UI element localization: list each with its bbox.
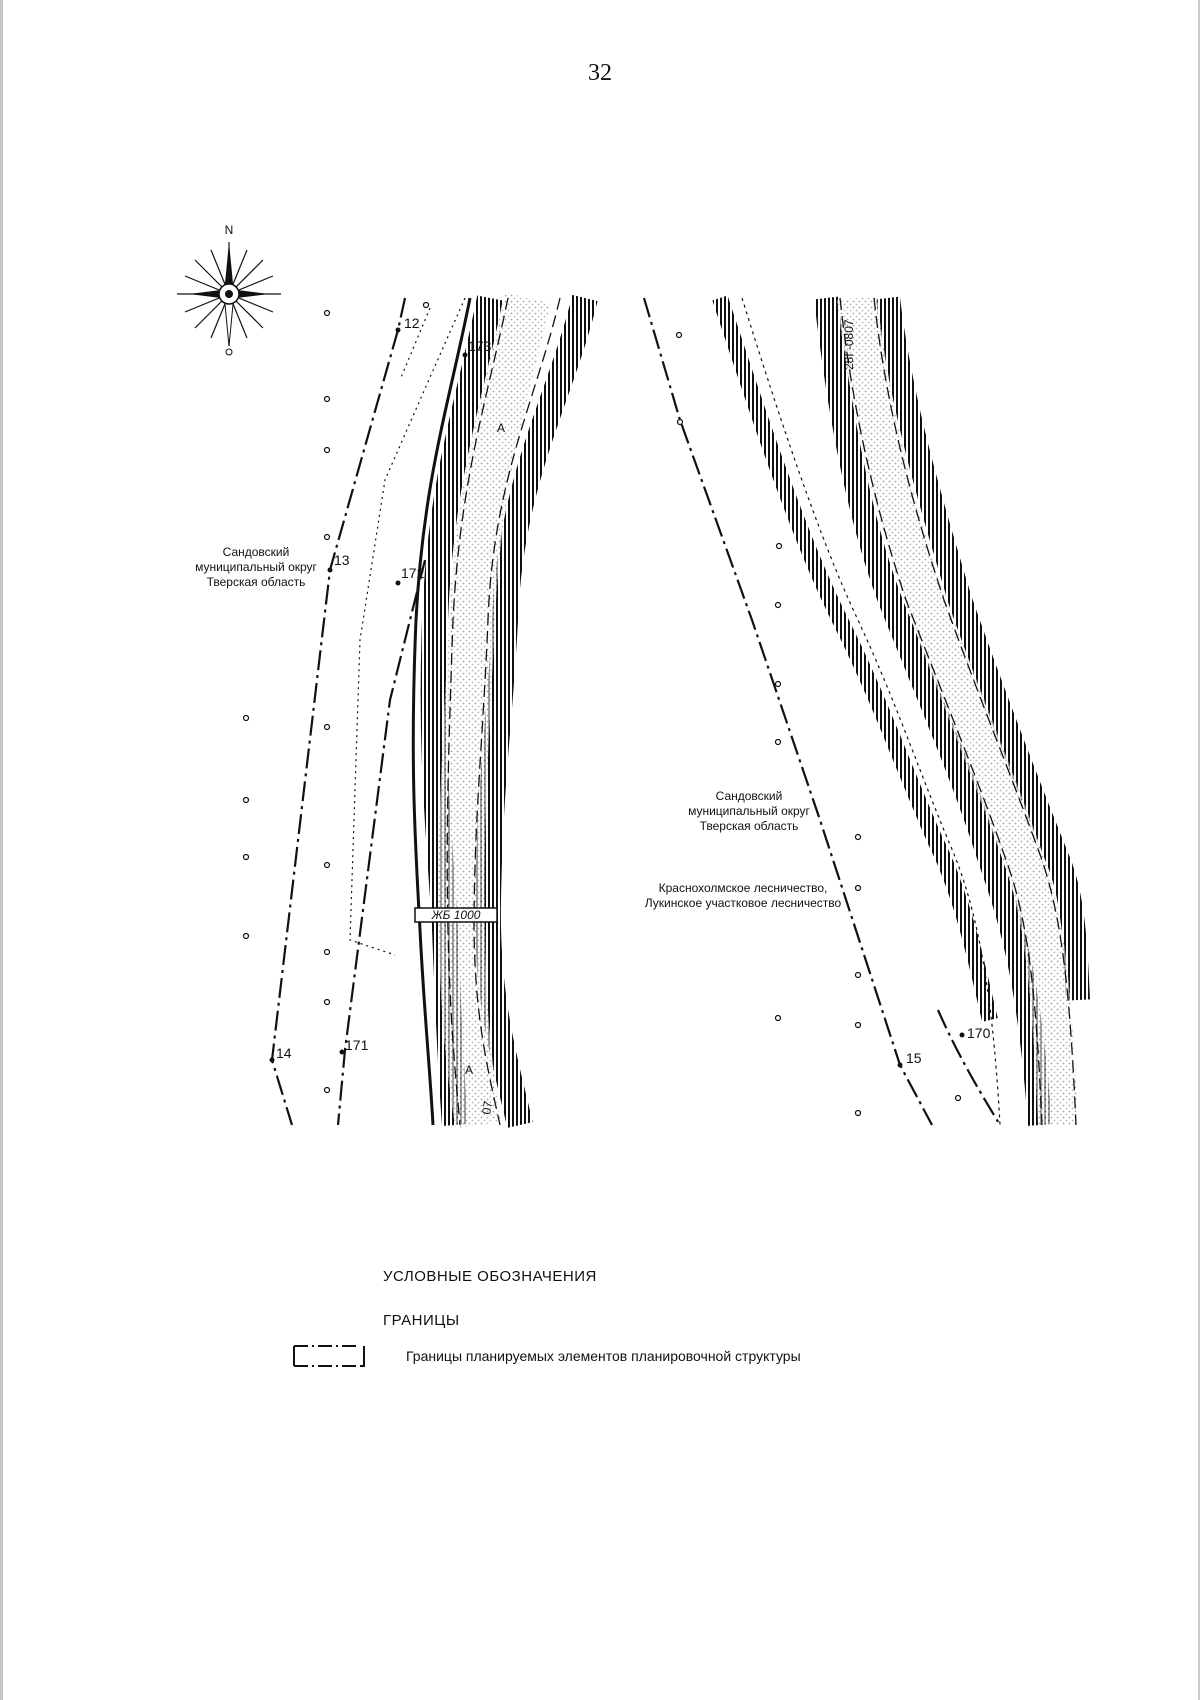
boundary-point-14: 14 [276,1045,292,1061]
element-point-172: 172 [401,565,425,581]
element-point-171: 171 [345,1037,369,1053]
svg-text:Краснохолмское лесничество,: Краснохолмское лесничество, [658,881,828,895]
road-code-label: 28Г-0807 [842,319,856,370]
svg-text:муниципальный округ: муниципальный округ [195,560,317,574]
right-region-label [688,789,810,833]
svg-text:Тверская область: Тверская область [699,819,799,833]
svg-text:Лукинское участковое лесничест: Лукинское участковое лесничество [644,896,842,910]
legend-item-label: Границы планируемых элементов планировочной структуры [406,1348,801,1364]
svg-text:Тверская область: Тверская область [206,575,306,589]
boundary-point-15: 15 [906,1050,922,1066]
compass-rose-icon [177,223,281,355]
forestry-label [645,881,842,910]
element-point-170: 170 [967,1025,991,1041]
road-letter-top: А [497,421,506,435]
legend-item [290,1342,801,1370]
element-point-173: 173 [468,338,492,354]
boundary-points [270,315,922,1068]
culvert-label: ЖБ 1000 [431,908,481,922]
boundary-point-13: 13 [334,552,350,568]
right-road [720,298,1078,1125]
legend-title: УСЛОВНЫЕ ОБОЗНАЧЕНИЯ [383,1268,597,1285]
page-number: 32 [588,60,612,86]
legend-section: ГРАНИЦЫ [383,1312,460,1329]
dash-dot-bracket-icon [290,1342,370,1370]
road-letter-bottom: А [465,1063,474,1077]
left-region-label [195,545,317,589]
svg-text:Сандовский: Сандовский [715,789,783,803]
boundary-point-12: 12 [404,315,420,331]
svg-text:муниципальный округ: муниципальный округ [688,804,810,818]
svg-text:Сандовский: Сандовский [222,545,290,559]
road-number-bottom: 07 [479,1099,496,1116]
north-label: N [224,223,234,237]
left-road [413,298,585,1125]
